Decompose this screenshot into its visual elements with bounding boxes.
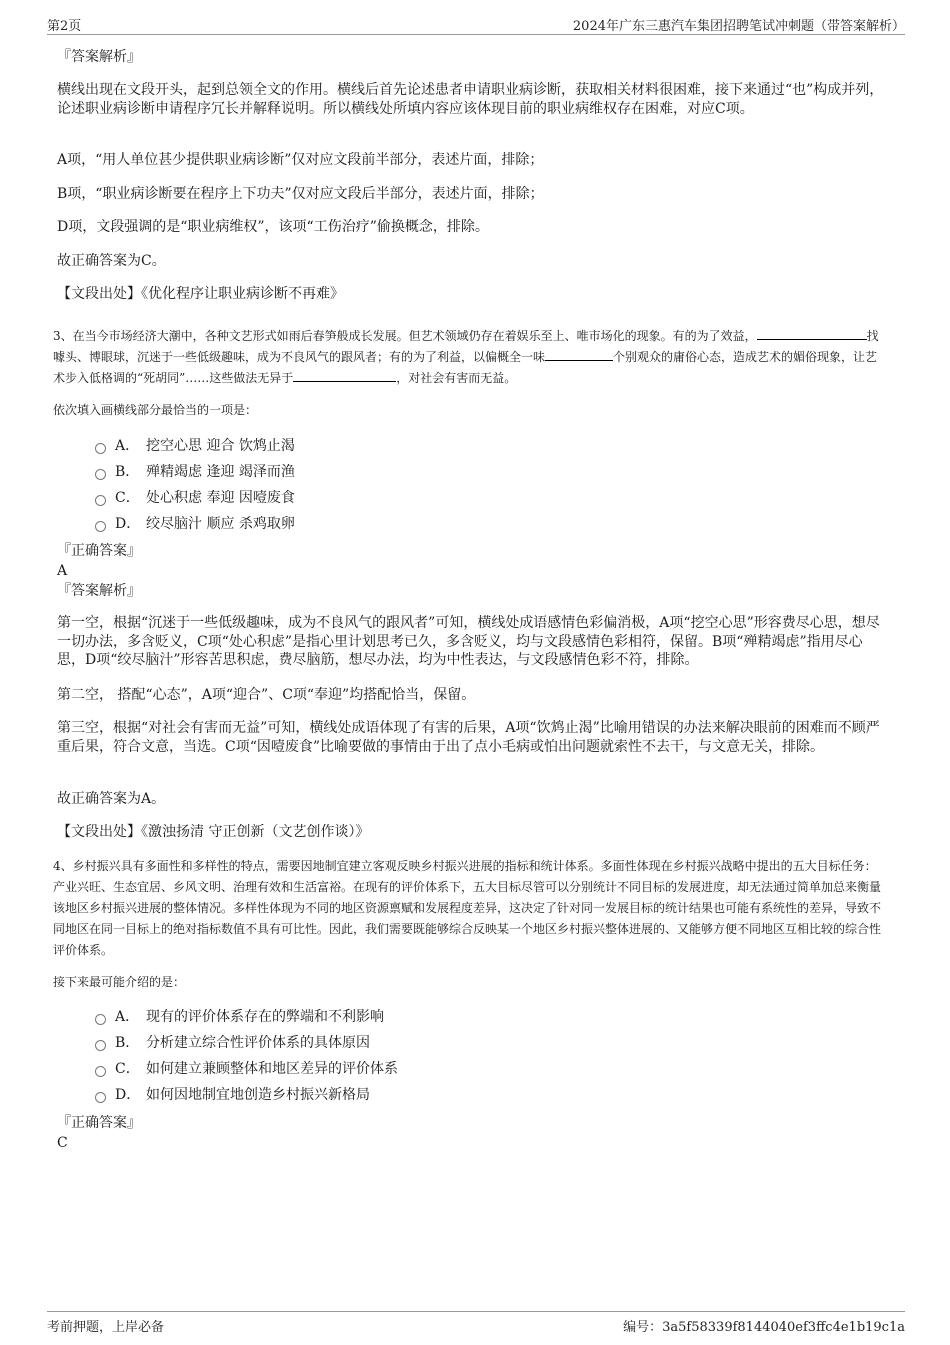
- radio-icon[interactable]: [95, 1092, 106, 1103]
- radio-icon[interactable]: [95, 1014, 106, 1025]
- page-number: 第2页: [47, 19, 82, 34]
- q2-option-a-note: A项，“用人单位甚少提供职业病诊断”仅对应文段前半部分，表述片面，排除；: [57, 152, 544, 168]
- radio-icon[interactable]: [95, 495, 106, 506]
- q3-source: 【文段出处】《激浊扬清 守正创新（文艺创作谈）》: [57, 824, 370, 840]
- q4-stem: 4、乡村振兴具有多面性和多样性的特点，需要因地制宜建立客观反映乡村振兴进展的指标和统计体系。多面性体现在乡村振兴战略中提出的五大目标任务：产业兴旺、生态宜居、乡风文明、治理有效和生活富裕。在现有的评价体系下，五大目标尽管可以分别统计不同目标的发展进度，却无法通过简单加总来衡量该地区乡村振兴进展的整体情况。多样性体现为不同的地区资源禀赋和发展程度差异，这决定了针对同一发展目标的统计结果也可能有系统性的差异，导致不同地区在同一目标上的绝对指标数值不具有可比性。因此，我们需要既能够综合反映某一个地区乡村振兴整体进展的、又能够方便不同地区互相比较的综合性评价体系。: [53, 859, 882, 957]
- q4-answer-heading: 『正确答案』: [57, 1115, 141, 1131]
- q4-option-d[interactable]: D． 如何因地制宜地创造乡村振兴新格局: [95, 1086, 370, 1104]
- q3-option-b[interactable]: B． 殚精竭虑 逢迎 竭泽而渔: [95, 463, 295, 481]
- q2-source: 【文段出处】《优化程序让职业病诊断不再难》: [57, 286, 344, 302]
- q2-analysis-text: 横线出现在文段开头，起到总领全文的作用。横线后首先论述患者申请职业病诊断，获取相关材料很困难，接下来通过“也”构成并列，论述职业病诊断申请程序冗长并解释说明。所以横线处所填内容应该体现目前的职业病维权存在困难，对应C项。: [57, 82, 884, 117]
- q3-prompt: 依次填入画横线部分最恰当的一项是：: [53, 403, 258, 417]
- q4-prompt: 接下来最可能介绍的是：: [53, 975, 186, 989]
- radio-icon[interactable]: [95, 1066, 106, 1077]
- q3-analysis-heading: 『答案解析』: [57, 583, 141, 599]
- q3-blank-2: [545, 348, 613, 361]
- q3-blank-1: [757, 327, 867, 340]
- q2-conclusion: 故正确答案为C。: [57, 253, 166, 269]
- q2-option-b-note: B项，“职业病诊断要在程序上下功夫”仅对应文段后半部分，表述片面，排除；: [57, 186, 544, 202]
- document-code: 编号：3a5f58339f8144040ef3ffc4e1b19c1a: [623, 1320, 905, 1335]
- q3-answer-heading: 『正确答案』: [57, 543, 141, 559]
- q4-answer: C: [57, 1135, 68, 1151]
- q3-conclusion: 故正确答案为A。: [57, 791, 166, 807]
- q3-analysis-p1: 第一空，根据“沉迷于一些低级趣味，成为不良风气的跟风者”可知，横线处成语感情色彩偏消极，A项“挖空心思”形容费尽心思，想尽一切办法，多含贬义，C项“处心积虑”是指心里计划思考已久，多含贬义，均与文段感情色彩相符，保留。B项“殚精竭虑”指用尽心思，D项“绞尽脑汁”形容苦思积虑，费尽脑筋，想尽办法，均为中性表达，与文段感情色彩不符，排除。: [57, 615, 880, 668]
- q3-option-d[interactable]: D． 绞尽脑汁 顺应 杀鸡取卵: [95, 515, 295, 533]
- q3-analysis-p3: 第三空，根据“对社会有害而无益”可知，横线处成语体现了有害的后果，A项“饮鸩止渴”比喻用错误的办法来解决眼前的困难而不顾严重后果，符合文意，当选。C项“因噎废食”比喻要做的事情由于出了点小毛病或怕出问题就索性不去干，与文意无关，排除。: [57, 720, 880, 755]
- radio-icon[interactable]: [95, 443, 106, 454]
- page-footer: [47, 1311, 905, 1336]
- radio-icon[interactable]: [95, 1040, 106, 1051]
- q3-blank-3: [293, 369, 396, 382]
- q3-analysis-p2: 第二空， 搭配“心态”，A项“迎合”、C项“奉迎”均搭配恰当，保留。: [57, 687, 476, 703]
- radio-icon[interactable]: [95, 521, 106, 532]
- q3-option-c[interactable]: C． 处心积虑 奉迎 因噎废食: [95, 489, 295, 507]
- q3-stem: 3、在当今市场经济大潮中，各种文艺形式如雨后春笋般成长发展。但艺术领域仍存在着娱乐至上、唯市场化的现象。有的为了效益， 找噱头、博眼球，沉迷于一些低级趣味，成为不良风气的跟风者；有的为了利益，以偏概全一味 个别观众的庸俗心态，造成艺术的媚俗现象，让艺术步入低格调的“死胡同”……这些做法无异于 ，对社会有害而无益。: [53, 329, 879, 385]
- page-header: [47, 14, 905, 35]
- footer-slogan: 考前押题，上岸必备: [47, 1320, 165, 1335]
- q4-option-b[interactable]: B． 分析建立综合性评价体系的具体原因: [95, 1034, 370, 1052]
- q4-option-c[interactable]: C． 如何建立兼顾整体和地区差异的评价体系: [95, 1060, 398, 1078]
- q2-option-d-note: D项，文段强调的是“职业病维权”，该项“工伤治疗”偷换概念，排除。: [57, 219, 489, 235]
- q4-option-a[interactable]: A． 现有的评价体系存在的弊端和不利影响: [95, 1008, 384, 1026]
- radio-icon[interactable]: [95, 469, 106, 480]
- q2-analysis-heading: 『答案解析』: [57, 49, 141, 65]
- document-title: 2024年广东三惠汽车集团招聘笔试冲刺题（带答案解析）: [572, 19, 905, 34]
- q3-answer: A: [57, 563, 68, 579]
- q3-option-a[interactable]: A． 挖空心思 迎合 饮鸩止渴: [95, 437, 295, 455]
